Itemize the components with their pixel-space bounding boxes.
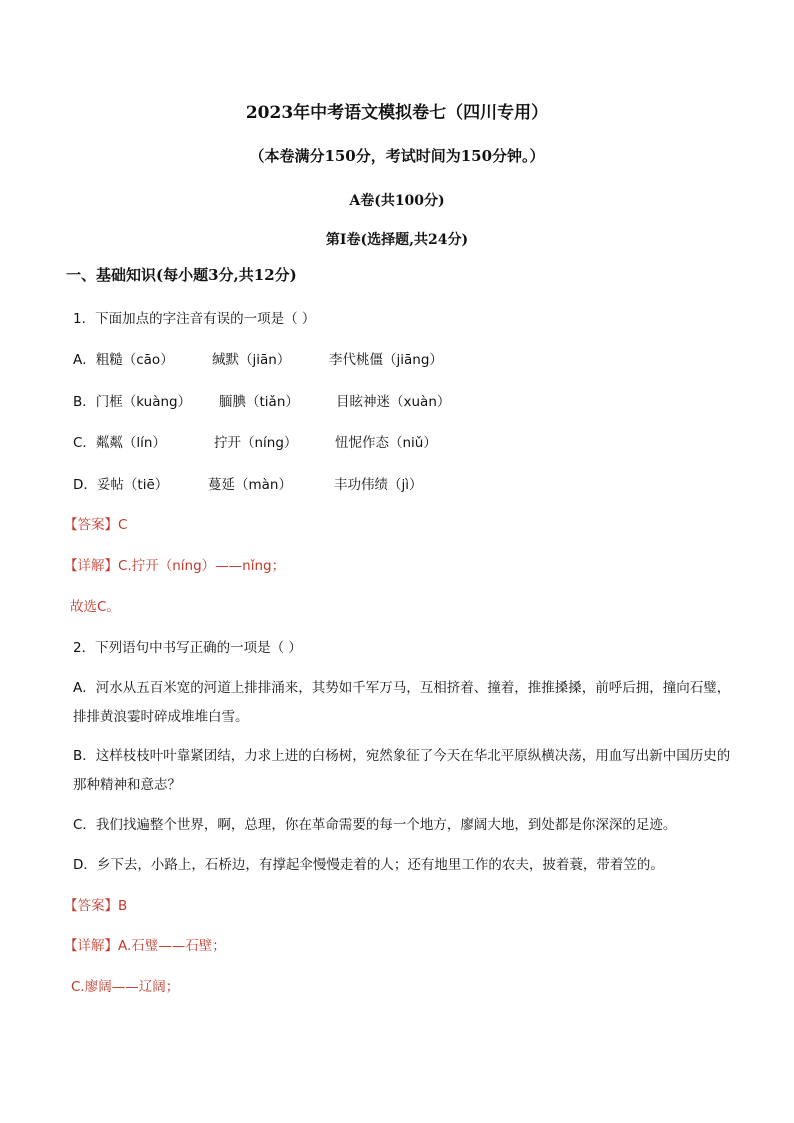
q2-option-d: D．乡下去，小路上，石桥边，有撑起伞慢慢走着的人；还有地里工作的农夫，披着蓑，带着笠的。: [73, 857, 664, 873]
q1-option-a-item3: 李代桃僵（jiāng）: [329, 352, 443, 368]
q1-detail: [64, 556, 285, 576]
q1-detail-tag: 【详解】: [64, 558, 118, 574]
q1-answer-tag: 【答案】: [64, 517, 118, 533]
q1-stem: 1．下面加点的字注音有误的一项是（ ）: [73, 311, 316, 327]
q1-option-d-item3: 丰功伟绩（jì）: [334, 477, 423, 493]
q1-option-c-item2: 拧开（níng）: [214, 435, 298, 451]
q1-detail-text: C.拧开（níng）——nǐng；: [118, 558, 286, 574]
q1-option-a-item2: 缄默（jiān）: [212, 352, 291, 368]
q2-detail-text-1: A.石璧——石壁；: [118, 938, 226, 954]
q1-option-c-item3: 忸怩作态（niǔ）: [335, 435, 437, 451]
q2-answer: [64, 896, 127, 916]
q2-option-c: C．我们找遍整个世界，啊，总理，你在革命需要的每一个地方，廖阔大地，到处都是你深深的足迹。: [73, 817, 677, 833]
q1-option-d-item1: D．妥帖（tiē）: [73, 477, 169, 493]
section-heading: 一、基础知识(每小题3分,共12分): [66, 266, 297, 284]
q2-detail-tag: 【详解】: [64, 938, 118, 954]
q2-detail-text-2: C.廖阔——辽阔；: [71, 979, 180, 995]
q2-answer-tag: 【答案】: [64, 898, 118, 914]
q1-answer: [64, 515, 127, 535]
volume-heading: A卷(共100分): [349, 193, 445, 209]
q1-conclusion: 故选C。: [70, 599, 120, 615]
q2-answer-value: B: [118, 898, 128, 914]
q1-option-b-item1: B．门框（kuàng）: [73, 394, 192, 410]
q1-option-b-item3: 目眩神迷（xuàn）: [336, 394, 451, 410]
part-heading: 第Ⅰ卷(选择题,共24分): [325, 232, 469, 248]
q1-option-b-item2: 腼腆（tiǎn）: [219, 394, 299, 410]
exam-title: 2023年中考语文模拟卷七（四川专用）: [245, 103, 549, 123]
q1-answer-value: C: [118, 517, 128, 533]
q1-option-a-item1: A．粗糙（cāo）: [73, 352, 174, 368]
q2-option-a: A．河水从五百米宽的河道上排排涌来，其势如千军万马，互相挤着、撞着，推推搡搡，前呼后拥，撞向石璧，排排黄浪霎时碎成堆堆白雪。: [73, 680, 731, 725]
q2-option-b: B．这样枝枝叶叶靠紧团结，力求上进的白杨树，宛然象征了今天在华北平原纵横决荡，用血写出新中国历史的那种精神和意志？: [73, 748, 731, 793]
q2-detail: [64, 936, 226, 956]
q2-stem: 2．下列语句中书写正确的一项是（ ）: [73, 640, 302, 656]
q1-option-d-item2: 蔓延（màn）: [208, 477, 292, 493]
exam-subtitle: （本卷满分150分，考试时间为150分钟。）: [249, 147, 545, 165]
q1-option-c-item1: C．粼粼（lín）: [73, 435, 166, 451]
